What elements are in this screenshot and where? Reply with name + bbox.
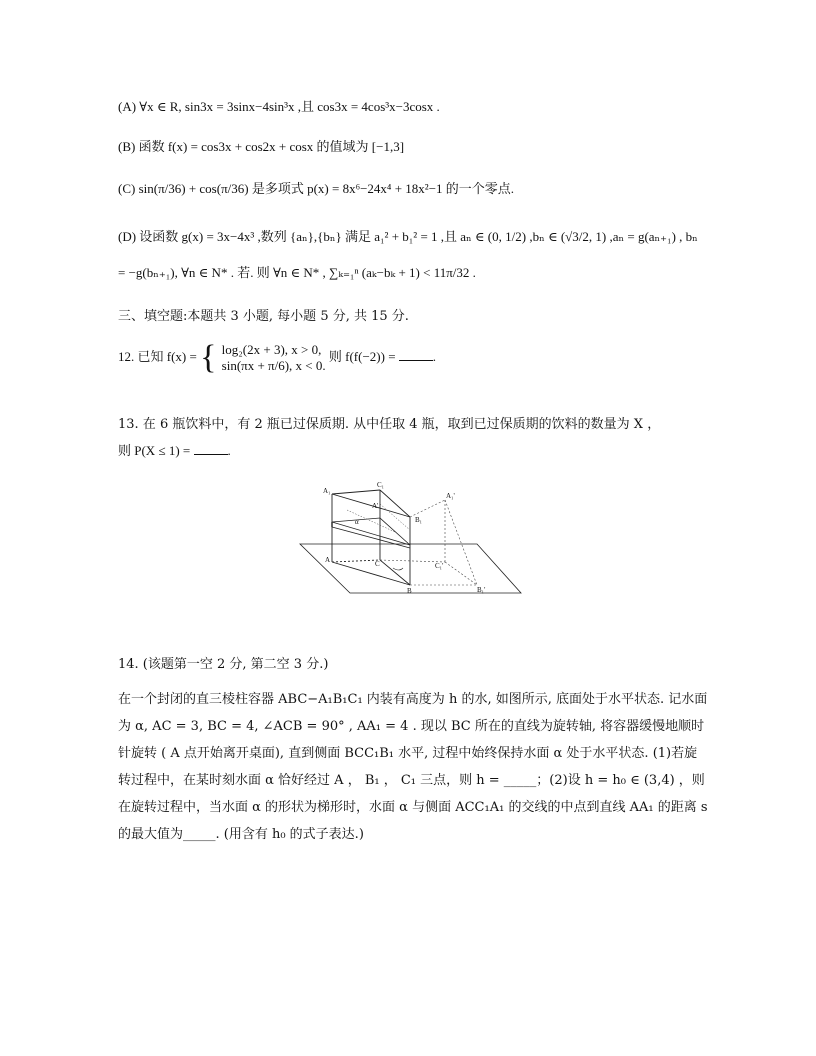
option-d-line2: = −g(bₙ₊₁), ∀n ∈ N* . 若. 则 ∀n ∈ N* , ∑ₖ₌₁ⁿ (aₖ−bₖ + 1) < 11π/32 . <box>118 265 476 280</box>
plane-shape <box>300 544 521 593</box>
option-a: (A) ∀x ∈ R, sin3x = 3sinx−4sin³x ,且 cos3x = 4cos³x−3cosx . <box>118 99 440 114</box>
q13-line2: 则 P(X ≤ 1) = . <box>118 443 231 458</box>
q13-prefix: 则 P(X ≤ 1) = <box>118 443 191 458</box>
label-B: B <box>407 587 412 595</box>
option-d-line1: (D) 设函数 g(x) = 3x−4x³ ,数列 {aₙ},{bₙ} 满足 a₁² + b₁² = 1 ,且 aₙ ∈ (0, 1/2) ,bₙ ∈ (√3/2, 1) ,aₙ = g(aₙ₊₁) , bₙ <box>118 229 698 244</box>
label-C: C <box>375 560 380 568</box>
q12-case1: log₂(2x + 3), x > 0, <box>221 342 322 357</box>
question-12: 12. 已知 f(x) = { log₂(2x + 3), x > 0, sin(πx + π/6), x < 0. 则 f(f(−2)) = . <box>118 339 437 376</box>
q12-case2: sin(πx + π/6), x < 0. <box>221 358 326 373</box>
q14-body: 在一个封闭的直三棱柱容器 ABC−A₁B₁C₁ 内装有高度为 h 的水, 如图所示, 底面处于水平状态. 记水面为 α, AC = 3, BC = 4, ∠ACB = 90° , AA₁ = 4 . 现以 BC 所在的直线为旋转轴, 将容器缓慢地顺时针旋转 ( A 点开始离开桌面), 直到侧面 BCC₁B₁ 水平, 过程中始终保持水面 α 处于水平状态. (1)若旋转过程中，在某时刻水面 α 恰好经过 A ， B₁ ， C₁ 三点，则 h = _____；(2)设 h = h₀ ∈ (3,4) ，则在旋转过程中，当水面 α 的形状为梯形时，水面 α 与侧面 ACC₁A₁ 的交线的中点到直线 AA₁ 的距离 s 的最大值为_____. (用含有 h₀ 的式子表达.) <box>118 692 708 842</box>
label-A-prime: A' <box>372 502 379 510</box>
q13-answer-blank <box>194 442 228 455</box>
q14-title: 14. (该题第一空 2 分, 第二空 3 分.) <box>118 657 329 672</box>
label-B1: B₁ <box>415 516 423 524</box>
label-B1-prime: B₁' <box>477 586 486 594</box>
q12-prefix: 12. 已知 f(x) = <box>118 348 197 364</box>
q12-suffix: 则 f(f(−2)) = <box>328 348 396 364</box>
option-b: (B) 函数 f(x) = cos3x + cos2x + cosx 的值域为 [−1,3] <box>118 139 405 154</box>
section-header: 三、填空题:本题共 3 小题, 每小题 5 分, 共 15 分. <box>118 309 409 324</box>
option-c: (C) sin(π/36) + cos(π/36) 是多项式 p(x) = 8x⁶−24x⁴ + 18x²−1 的一个零点. <box>118 181 515 196</box>
label-A1: A₁ <box>323 487 331 495</box>
prism-figure <box>295 480 525 598</box>
q12-piecewise <box>222 342 326 374</box>
label-A1-prime: A₁' <box>446 492 455 500</box>
q12-answer-blank <box>399 348 433 361</box>
label-C1: C₁ <box>377 481 385 489</box>
q12-brace: { <box>200 339 217 376</box>
label-alpha: α <box>355 518 359 526</box>
q13-line1: 13. 在 6 瓶饮料中，有 2 瓶已过保质期. 从中任取 4 瓶，取到已过保质期的饮料的数量为 X ， <box>118 417 661 432</box>
label-A: A <box>325 556 331 564</box>
label-C1-prime: C₁' <box>435 562 444 570</box>
